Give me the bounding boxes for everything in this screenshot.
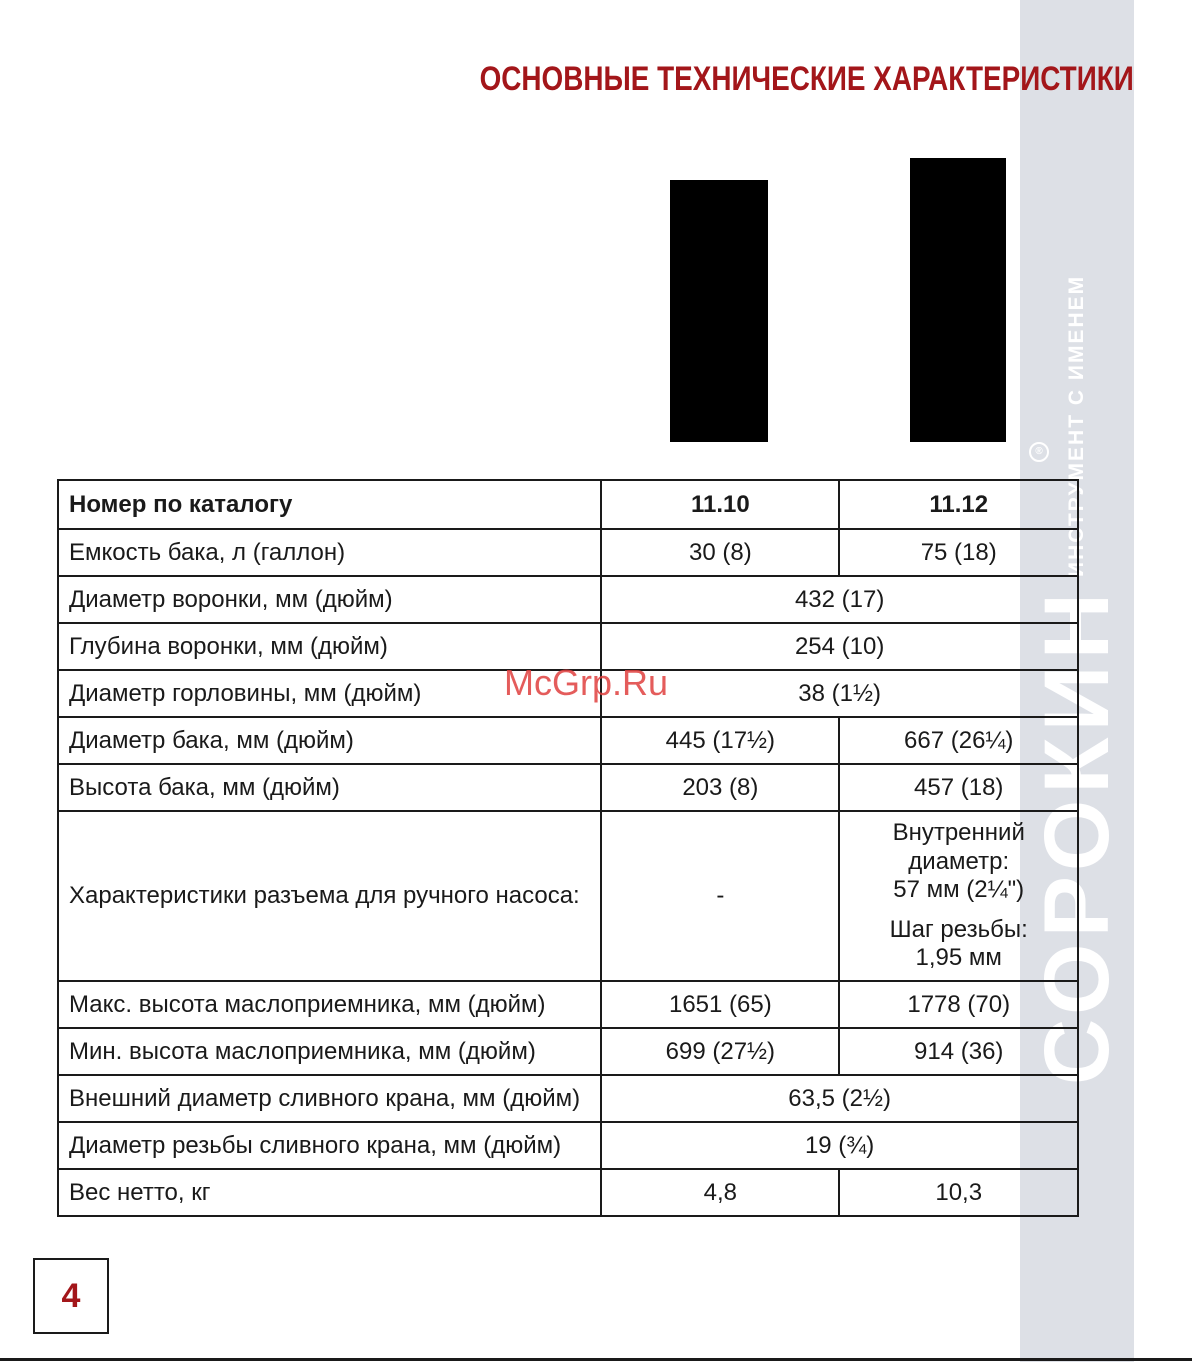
row-value-1112: 10,3 xyxy=(839,1169,1078,1216)
row-label: Диаметр резьбы сливного крана, мм (дюйм) xyxy=(58,1122,601,1169)
table-row xyxy=(58,811,1078,981)
table-row xyxy=(58,1122,1078,1169)
table-header-row xyxy=(58,480,1078,529)
brand-name: СОРОКИН xyxy=(1026,586,1128,1086)
row-value-1110: 1651 (65) xyxy=(601,981,839,1028)
row-value-1110: 4,8 xyxy=(601,1169,839,1216)
connector-line: диаметр: xyxy=(908,847,1010,875)
brand-tagline: ИНСТРУМЕНТ С ИМЕНЕМ xyxy=(1065,274,1088,577)
row-value-shared: 432 (17) xyxy=(601,576,1078,623)
page-title: ОСНОВНЫЕ ТЕХНИЧЕСКИЕ ХАРАКТЕРИСТИКИ xyxy=(479,60,1134,98)
header-label: Номер по каталогу xyxy=(58,480,601,529)
row-value-1112: 914 (36) xyxy=(839,1028,1078,1075)
table-row xyxy=(58,981,1078,1028)
table-row xyxy=(58,717,1078,764)
connector-line: Внутренний xyxy=(892,819,1025,847)
watermark-text: McGrp.Ru xyxy=(504,662,669,703)
row-label: Мин. высота маслоприемника, мм (дюйм) xyxy=(58,1028,601,1075)
connector-line: Шаг резьбы: xyxy=(889,916,1028,944)
row-value-1110: 699 (27½) xyxy=(601,1028,839,1075)
table-row xyxy=(58,1075,1078,1122)
row-value-1112: 457 (18) xyxy=(839,764,1078,811)
table-row xyxy=(58,764,1078,811)
row-value-1112: 75 (18) xyxy=(839,529,1078,576)
connector-line: 57 мм (2¼") xyxy=(893,875,1025,903)
row-value-shared: 19 (¾) xyxy=(601,1122,1078,1169)
row-label: Макс. высота маслоприемника, мм (дюйм) xyxy=(58,981,601,1028)
row-value-1110: - xyxy=(601,811,839,981)
row-label: Диаметр горловины, мм (дюйм) xyxy=(58,670,601,717)
bottom-rule xyxy=(0,1358,1192,1361)
row-value-shared: 254 (10) xyxy=(601,623,1078,670)
row-label: Внешний диаметр сливного крана, мм (дюйм) xyxy=(58,1075,601,1122)
row-value-1112: 667 (26¼) xyxy=(839,717,1078,764)
row-label: Вес нетто, кг xyxy=(58,1169,601,1216)
row-value-1110: 30 (8) xyxy=(601,529,839,576)
specifications-table xyxy=(57,479,1079,1217)
header-col2: 11.12 xyxy=(839,480,1078,529)
row-value-1110: 203 (8) xyxy=(601,764,839,811)
row-label: Диаметр воронки, мм (дюйм) xyxy=(58,576,601,623)
row-value-1112 xyxy=(839,811,1078,981)
table-row xyxy=(58,576,1078,623)
row-value-1110: 445 (17½) xyxy=(601,717,839,764)
row-label: Диаметр бака, мм (дюйм) xyxy=(58,717,601,764)
registered-mark: ® xyxy=(1029,442,1049,462)
row-label: Глубина воронки, мм (дюйм) xyxy=(58,623,601,670)
product-image-11-10 xyxy=(670,180,768,442)
row-label: Высота бака, мм (дюйм) xyxy=(58,764,601,811)
table-row xyxy=(58,1169,1078,1216)
row-value-shared: 63,5 (2½) xyxy=(601,1075,1078,1122)
row-label: Характеристики разъема для ручного насоса: xyxy=(58,811,601,981)
table-row xyxy=(58,1028,1078,1075)
header-col1: 11.10 xyxy=(601,480,839,529)
product-image-11-12 xyxy=(910,158,1006,442)
row-value-1112: 1778 (70) xyxy=(839,981,1078,1028)
table-row xyxy=(58,529,1078,576)
connector-line: 1,95 мм xyxy=(915,944,1002,972)
row-label: Емкость бака, л (галлон) xyxy=(58,529,601,576)
page-number: 4 xyxy=(33,1258,109,1334)
row-value-shared: 38 (1½) xyxy=(601,670,1078,717)
